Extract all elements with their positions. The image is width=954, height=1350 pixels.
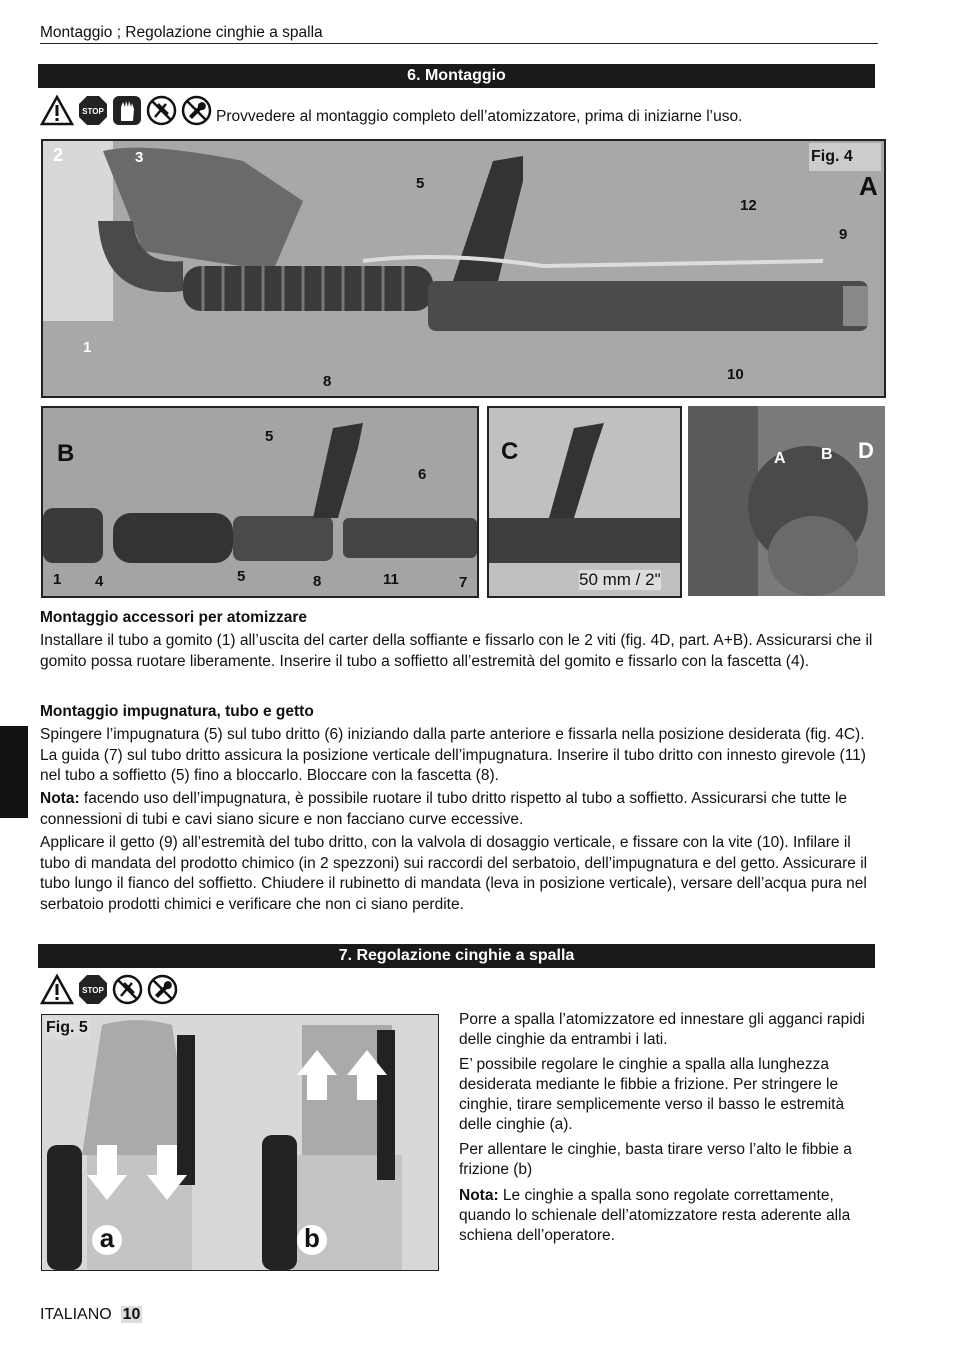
no-wrench-icon (181, 95, 212, 126)
fig4-callout-1: 1 (83, 339, 92, 356)
fig4-callout-8: 8 (323, 373, 332, 390)
fig5-letter-b: b (297, 1225, 327, 1255)
svg-text:STOP: STOP (82, 986, 104, 995)
sub2-text2: Applicare il getto (9) all’estremità del tubo dritto, con la valvola di dosaggio verticale, e fissare con la vite (10). Infilare il tubo di mandata del prodotto chimico (in 2 spezzoni) sui raccordi del serbatoio, dell’impugnatura e del getto. Assicurare il tubo lungo il fianco del soffietto. Chiudere il rubinetto di mandata (leva in posizione verticale), versare dell’acqua pura nel serbatoio prodotti chimici e verificare che non ci siano perdite. (40, 834, 868, 913)
sub2-note-label: Nota: (40, 790, 80, 807)
figure-5-image (41, 1014, 439, 1271)
warning-triangle-icon (40, 974, 74, 1005)
fig4-panel-letter-c: C (501, 438, 519, 465)
fig4-callout-12: 12 (740, 197, 757, 214)
no-wrench-icon (147, 974, 178, 1005)
fig4-callout-3: 3 (135, 149, 144, 166)
section-6-intro: Provvedere al montaggio completo dell’atomizzatore, prima di iniziarne l’uso. (216, 108, 743, 125)
fig4-callout-5: 5 (416, 175, 425, 192)
figure-4d-image (688, 406, 885, 596)
section-6-title: 6. Montaggio (38, 64, 875, 88)
fig4c-measure: 50 mm / 2" (579, 570, 661, 589)
fig4-panel-letter-a: A (859, 171, 878, 201)
fig4d-callout-a: A (774, 450, 786, 467)
header-rule (40, 43, 878, 44)
fig4b-callout-4: 4 (95, 573, 104, 590)
stop-icon (78, 95, 108, 126)
figure-4b-image (41, 406, 479, 598)
fig4-panel-letter-d: D (858, 438, 874, 463)
sub2-note (40, 789, 880, 830)
fig4b-callout-5-top: 5 (265, 428, 274, 445)
fig4d-callout-b: B (821, 446, 833, 463)
fig5-label: Fig. 5 (44, 1017, 90, 1039)
fig4-label: Fig. 4 (809, 143, 881, 171)
section7-note-label: Nota: (459, 1187, 499, 1204)
fig4b-callout-8: 8 (313, 573, 322, 590)
svg-text:STOP: STOP (82, 107, 104, 116)
glove-icon (112, 95, 142, 126)
stop-icon (78, 974, 108, 1005)
fig4b-callout-11: 11 (383, 571, 399, 588)
section7-p3: Per allentare le cinghie, basta tirare verso l’alto le fibbie a frizione (b) (459, 1141, 852, 1178)
warning-icons-row-2 (40, 974, 178, 1005)
section7-note-text: Le cinghie a spalla sono regolate correttamente, quando lo schienale dell’atomizzatore resta aderente alla schiena dell’operatore. (459, 1187, 851, 1244)
side-tab-marker (0, 726, 28, 818)
footer-language: ITALIANO (40, 1306, 112, 1323)
section-7-title: 7. Regolazione cinghie a spalla (38, 944, 875, 968)
section7-note (459, 1186, 879, 1246)
fig5-letter-a: a (92, 1225, 122, 1255)
fig4b-callout-7: 7 (459, 574, 468, 591)
fig4-callout-9: 9 (839, 226, 848, 243)
fig4b-callout-6: 6 (418, 466, 427, 483)
no-tool-icon (146, 95, 177, 126)
sub2-text: Spingere l’impugnatura (5) sul tubo dritto (6) iniziando dalla parte anteriore e fissarla nella posizione desiderata (fig. 4C). La guida (7) sul tubo dritto assicura la posizione verticale dell’impugnatura. Inserire il tubo dritto con innesto girevole (11) nel tubo a soffietto (5) fino a bloccarlo. Bloccare con la fascetta (8). (40, 726, 866, 784)
sub1-text: Installare il tubo a gomito (1) all’uscita del carter della soffiante e fissarlo con le 2 viti (fig. 4D, part. A+B). Assicurarsi che il gomito possa ruotare liberamente. Inserire il tubo a soffietto all’estremità del gomito e fissarlo con la fascetta (4). (40, 632, 873, 670)
fig4b-callout-1: 1 (53, 571, 62, 588)
warning-icons-row (40, 95, 212, 126)
figure-4c-image (487, 406, 682, 598)
section7-p2: E’ possibile regolare le cinghie a spalla alla lunghezza desiderata mediante le fibbie a frizione. Per stringere le cinghie, tirare semplicemente verso il basso le estremità delle cinghie (a). (459, 1056, 845, 1133)
warning-triangle-icon (40, 95, 74, 126)
section7-p1: Porre a spalla l’atomizzatore ed innestare gli agganci rapidi delle cinghie da entrambi i lati. (459, 1011, 865, 1048)
sub2-title: Montaggio impugnatura, tubo e getto (40, 703, 314, 720)
fig4-callout-10: 10 (727, 366, 744, 383)
page-number: 10 (122, 1306, 141, 1323)
fig4-callout-2: 2 (53, 145, 64, 165)
sub2-note-text: facendo uso dell’impugnatura, è possibile ruotare il tubo dritto rispetto al tubo a soffietto. Assicurarsi che tutte le connessioni di tubi e cavi siano sicure e non facciano curve eccessive. (40, 790, 848, 828)
sub1-title: Montaggio accessori per atomizzare (40, 609, 308, 626)
fig4b-callout-5-bottom: 5 (237, 568, 246, 585)
no-tool-icon (112, 974, 143, 1005)
figure-4a-image (41, 139, 886, 398)
footer (40, 1306, 142, 1324)
running-header: Montaggio ; Regolazione cinghie a spalla (40, 24, 323, 41)
fig4-panel-letter-b: B (57, 440, 75, 467)
